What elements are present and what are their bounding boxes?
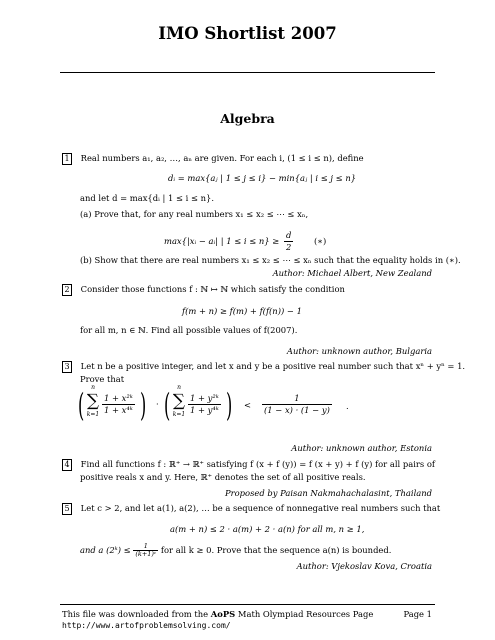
right-paren: ) — [140, 386, 147, 424]
fraction — [284, 230, 293, 253]
inequality — [164, 230, 326, 253]
fraction-denominator: 2 — [285, 242, 292, 252]
fraction-body — [262, 393, 332, 416]
page-title: IMO Shortlist 2007 — [158, 24, 337, 43]
problem-text: Real numbers a₁, a₂, …, aₙ are given. For each i, (1 ≤ i ≤ n), define — [80, 153, 364, 163]
problem-text: Let c > 2, and let a(1), a(2), … be a sequence of nonnegative real numbers such that — [80, 503, 441, 513]
fraction-numerator: 1 — [262, 393, 332, 405]
problem-text: (a) Prove that, for any real numbers x₁ ≤ x₂ ≤ ⋯ ≤ xₙ, — [80, 209, 309, 219]
problem-number-box: 3 — [62, 361, 72, 373]
less-than: < — [244, 400, 252, 410]
fraction-body — [188, 393, 221, 416]
problem-3-intro-line — [62, 361, 465, 373]
problem-text: Let n be a positive integer, and let x and y be a positive real number such that xⁿ + yⁿ = 1. — [80, 361, 466, 371]
equation-tag: (∗) — [314, 236, 327, 246]
sigma-symbol: ∑ — [172, 391, 186, 411]
sum-upper-limit: n — [91, 384, 95, 391]
footer-aops: AoPS — [210, 609, 236, 619]
footer-text-pre: This file was downloaded from the — [62, 609, 209, 619]
left-paren: ( — [164, 386, 171, 424]
inequality-left: max{|xᵢ − aᵢ| | 1 ≤ i ≤ n} ≥ — [164, 236, 280, 246]
footer-text-post: Math Olympiad Resources Page — [237, 609, 374, 619]
problem-1-intro-line — [62, 153, 364, 165]
sum-lower-limit: k=1 — [86, 411, 100, 418]
problem-4-intro-line — [62, 459, 435, 471]
problem-number-box: 1 — [62, 153, 72, 165]
author-credit: Author: Vjekoslav Kova, Croatia — [296, 561, 432, 571]
fraction-denominator: (1 − x) · (1 − y) — [264, 405, 330, 415]
fraction — [262, 393, 332, 416]
fraction-denominator: 1 + x⁴ᵏ — [104, 405, 133, 415]
page-number: Page 1 — [403, 609, 432, 619]
problem-text: Find all functions f : ℝ⁺ → ℝ⁺ satisfying f (x + f (y)) = f (x + y) + f (y) for all pairs of — [80, 459, 435, 469]
condition-line — [80, 543, 391, 558]
fraction-denominator: (k+1)ᶜ — [135, 550, 157, 558]
equation: f(m + n) ≥ f(m) + f(f(n)) − 1 — [182, 306, 302, 316]
problem-text: positive reals x and y. Here, ℝ⁺ denotes the set of all positive reals. — [80, 472, 366, 482]
fraction-numerator: d — [285, 230, 292, 240]
section-heading: Algebra — [220, 111, 275, 126]
fraction-numerator: 1 — [133, 543, 158, 551]
footer-text — [62, 609, 373, 619]
problem-text: Prove that — [80, 374, 125, 384]
fraction-body — [102, 393, 135, 416]
footer-rule — [60, 604, 435, 605]
times-dot: · — [156, 399, 159, 409]
author-credit: Author: Michael Albert, New Zealand — [272, 268, 432, 278]
fraction — [188, 393, 221, 416]
problem-text: for all m, n ∈ ℕ. Find all possible values of f(2007). — [80, 325, 298, 335]
header-rule — [60, 72, 435, 73]
fraction-numerator: 1 + x²ᵏ — [104, 393, 133, 403]
fraction-numerator: 1 + y²ᵏ — [190, 393, 219, 403]
equation: dᵢ = max{aⱼ | 1 ≤ j ≤ i} − min{aⱼ | i ≤ j ≤ n} — [168, 173, 357, 183]
sigma-symbol: ∑ — [86, 391, 100, 411]
author-credit: Author: unknown author, Estonia — [291, 443, 432, 453]
fraction-denominator: 1 + y⁴ᵏ — [190, 405, 219, 415]
condition-text: for all k ≥ 0. Prove that the sequence a(n) is bounded. — [160, 545, 392, 555]
footer-url-link[interactable]: http://www.artofproblemsolving.com/ — [62, 621, 231, 630]
author-credit: Proposed by Paisan Nakmahachalasint, Thailand — [225, 488, 432, 498]
fraction — [102, 393, 135, 416]
problem-number-box: 2 — [62, 284, 72, 296]
period: . — [346, 401, 349, 411]
sum-lower-limit: k=1 — [172, 411, 186, 418]
problem-text: and let d = max{dᵢ | 1 ≤ i ≤ n}. — [80, 193, 215, 203]
author-credit: Author: unknown author, Bulgaria — [286, 346, 432, 356]
right-paren: ) — [226, 386, 233, 424]
problem-2-intro-line — [62, 284, 345, 296]
fraction — [133, 543, 158, 558]
problem-5-intro-line — [62, 503, 440, 515]
condition-text: and a (2ᵏ) ≤ — [80, 545, 131, 555]
problem-number-box: 5 — [62, 503, 72, 515]
equation: a(m + n) ≤ 2 · a(m) + 2 · a(n) for all m, n ≥ 1, — [170, 524, 365, 534]
sum-upper-limit: n — [177, 384, 181, 391]
problem-number-box: 4 — [62, 459, 72, 471]
problem-text: (b) Show that there are real numbers x₁ ≤ x₂ ≤ ⋯ ≤ xₙ such that the equality holds in (∗). — [80, 255, 461, 265]
problem-text: Consider those functions f : ℕ ↦ ℕ which satisfy the condition — [80, 284, 345, 294]
left-paren: ( — [78, 386, 85, 424]
